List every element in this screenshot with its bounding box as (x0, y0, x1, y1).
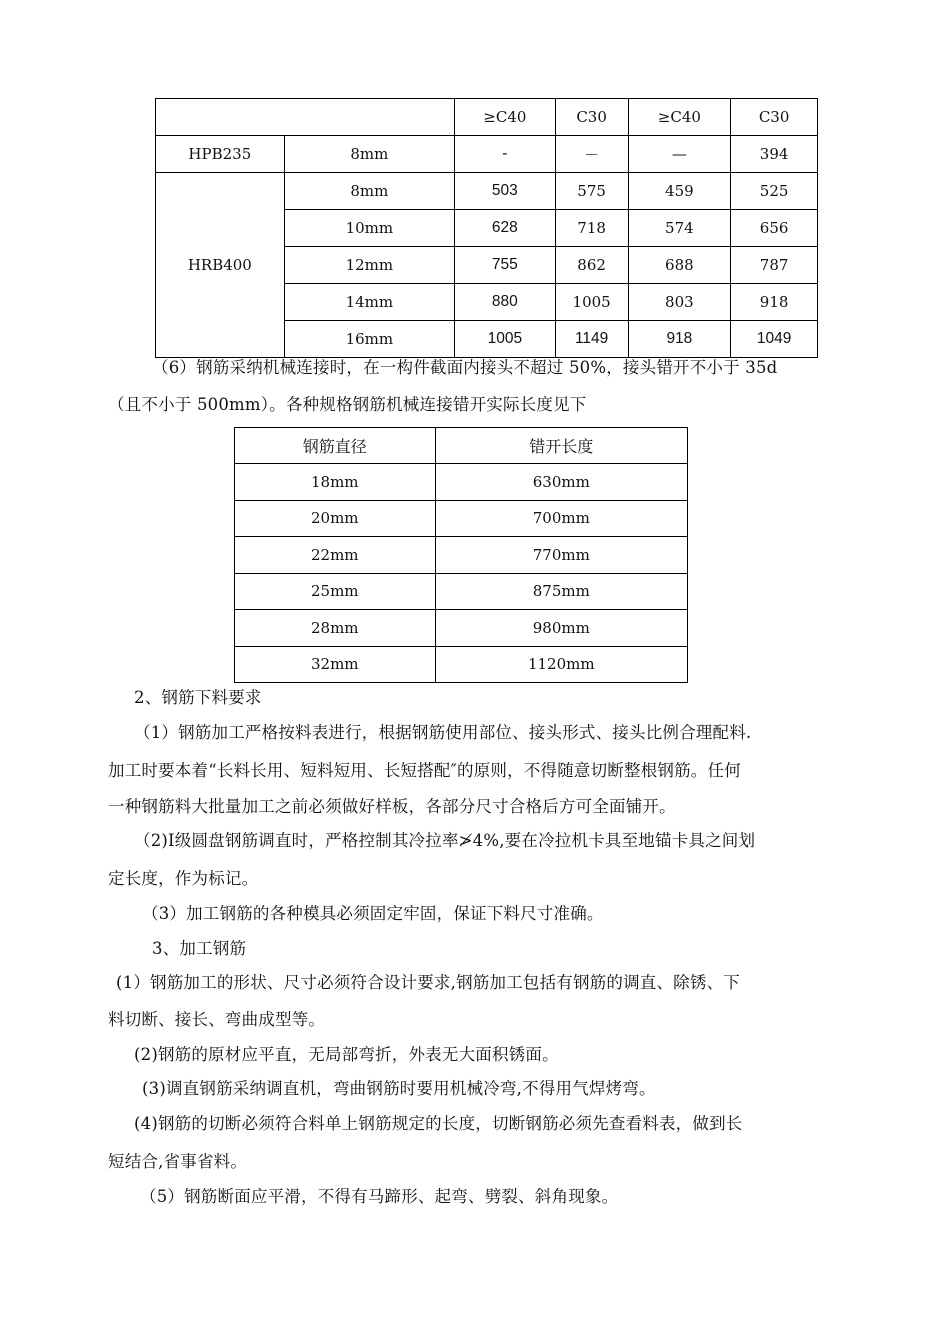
section2-p3: （3）加工钢筋的各种模具必须固定牢固，保证下料尺寸准确。 (142, 904, 604, 923)
size-cell: 8mm (284, 173, 454, 210)
size-cell: 8mm (284, 136, 454, 173)
value-cell: — (628, 136, 731, 173)
value-cell: 628 (455, 210, 556, 247)
value-cell: 862 (555, 247, 628, 284)
diameter-cell: 25mm (235, 573, 436, 610)
value-cell: 656 (731, 210, 818, 247)
header-cell: ≥C40 (455, 99, 556, 136)
value-cell: 688 (628, 247, 731, 284)
length-cell: 770mm (435, 537, 687, 574)
lap-length-table (155, 98, 818, 358)
header-cell: 错开长度 (435, 428, 687, 464)
length-cell: 630mm (435, 464, 687, 501)
value-cell: 1049 (731, 321, 818, 358)
size-cell: 16mm (284, 321, 454, 358)
value-cell: 880 (455, 284, 556, 321)
section2-p2-line2: 定长度，作为标记。 (108, 869, 259, 888)
value-cell: 574 (628, 210, 731, 247)
grade-cell: HPB235 (156, 136, 285, 173)
section3-p1-line2: 料切断、接长、弯曲成型等。 (108, 1010, 326, 1029)
section3-title: 3、加工钢筋 (152, 939, 247, 958)
section3-p4-line1: (4)钢筋的切断必须符合料单上钢筋规定的长度，切断钢筋必须先查看料表，做到长 (134, 1114, 743, 1133)
table-row (156, 173, 818, 210)
size-cell: 12mm (284, 247, 454, 284)
value-cell: 755 (455, 247, 556, 284)
section2-p1-line1: （1）钢筋加工严格按料表进行，根据钢筋使用部位、接头形式、接头比例合理配料. (134, 723, 752, 742)
table-row (235, 610, 688, 647)
diameter-cell: 28mm (235, 610, 436, 647)
value-cell: 918 (628, 321, 731, 358)
value-cell: 459 (628, 173, 731, 210)
value-cell: － (555, 136, 628, 173)
size-cell: 10mm (284, 210, 454, 247)
length-cell: 700mm (435, 500, 687, 537)
value-cell: 803 (628, 284, 731, 321)
table-row (235, 464, 688, 501)
diameter-cell: 20mm (235, 500, 436, 537)
value-cell: 718 (555, 210, 628, 247)
length-cell: 875mm (435, 573, 687, 610)
grade-cell: HRB400 (156, 173, 285, 358)
value-cell: 575 (555, 173, 628, 210)
section3-p5: （5）钢筋断面应平滑，不得有马蹄形、起弯、劈裂、斜角现象。 (140, 1187, 619, 1206)
section2-p1-line2: 加工时要本着“长料长用、短料短用、长短搭配″的原则，不得随意切断整根钢筋。任何 (108, 761, 741, 780)
table-row (156, 136, 818, 173)
section2-p1-line3: 一种钢筋料大批量加工之前必须做好样板，各部分尺寸合格后方可全面铺开。 (108, 797, 676, 816)
table-row (235, 573, 688, 610)
para6-line2: （且不小于 500mm）。各种规格钢筋机械连接错开实际长度见下 (108, 395, 587, 414)
value-cell: 503 (455, 173, 556, 210)
section2-title: 2、钢筋下料要求 (134, 688, 262, 707)
diameter-cell: 18mm (235, 464, 436, 501)
value-cell: 918 (731, 284, 818, 321)
section3-p2: (2)钢筋的原材应平直，无局部弯折，外表无大面积锈面。 (134, 1045, 559, 1064)
diameter-cell: 32mm (235, 646, 436, 683)
value-cell: 1005 (555, 284, 628, 321)
header-blank-cell (156, 99, 455, 136)
section3-p3: (3)调直钢筋采纳调直机，弯曲钢筋时要用机械冷弯,不得用气焊烤弯。 (142, 1079, 656, 1098)
value-cell: 787 (731, 247, 818, 284)
table-header-row (156, 99, 818, 136)
size-cell: 14mm (284, 284, 454, 321)
diameter-cell: 22mm (235, 537, 436, 574)
value-cell: 394 (731, 136, 818, 173)
header-cell: C30 (731, 99, 818, 136)
value-cell: 1149 (555, 321, 628, 358)
para6-line1: （6）钢筋采纳机械连接时，在一构件截面内接头不超过 50%，接头错开不小于 35d (152, 358, 778, 377)
section2-p2-line1: （2)Ⅰ级圆盘钢筋调直时，严格控制其冷拉率≯4%,要在冷拉机卡具至地锚卡具之间划 (134, 831, 756, 850)
table-row (235, 537, 688, 574)
section3-p4-line2: 短结合,省事省料。 (108, 1152, 248, 1171)
value-cell: 525 (731, 173, 818, 210)
section3-p1-line1: (1）钢筋加工的形状、尺寸必须符合设计要求,钢筋加工包括有钢筋的调直、除锈、下 (116, 973, 740, 992)
stagger-length-table (234, 427, 688, 683)
value-cell: 1005 (455, 321, 556, 358)
header-cell: ≥C40 (628, 99, 731, 136)
value-cell: - (455, 136, 556, 173)
length-cell: 980mm (435, 610, 687, 647)
header-cell: 钢筋直径 (235, 428, 436, 464)
table-header-row (235, 428, 688, 464)
header-cell: C30 (555, 99, 628, 136)
length-cell: 1120mm (435, 646, 687, 683)
table-row (235, 646, 688, 683)
table-row (235, 500, 688, 537)
